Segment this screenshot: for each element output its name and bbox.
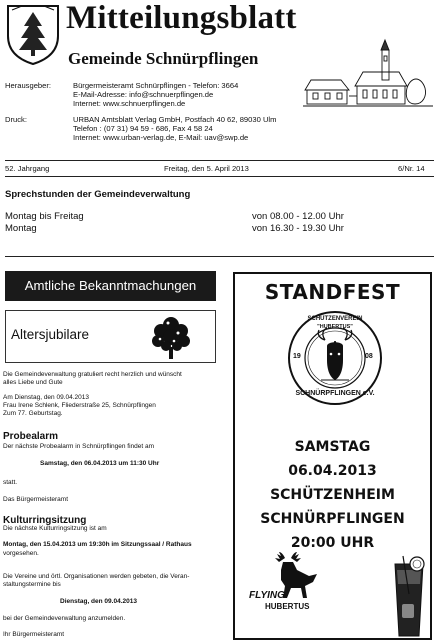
publisher-line: Bürgermeisteramt Schnürpflingen - Telefon: 3664 [73, 81, 239, 90]
kultur-deadline: Dienstag, den 09.04.2013 [60, 598, 137, 605]
printer-label: Druck: [5, 115, 27, 124]
seal-year-right: 08 [365, 353, 373, 360]
coat-of-arms [4, 2, 62, 66]
kultur-text: Die nächste Kulturringsitzung ist am [3, 525, 107, 532]
logo-flying-text: FLYING [249, 590, 285, 601]
church-illustration [303, 36, 433, 110]
probealarm-title: Probealarm [3, 431, 59, 442]
seal-year-left: 19 [293, 353, 301, 360]
standfest-poster [233, 272, 432, 640]
poster-title: STANDFEST [264, 280, 401, 304]
kultur-signature: Ihr Bürgermeisteramt [3, 631, 65, 638]
probealarm-signature: Das Bürgermeisteramt [3, 496, 69, 503]
jubilee-title: Altersjubilare [11, 327, 90, 342]
jubilee-text: Die Gemeindeverwaltung gratuliert recht herzlich und wünscht [3, 371, 182, 378]
poster-line: 20:00 UHR [290, 535, 375, 551]
publisher-label: Herausgeber: [5, 81, 52, 90]
probealarm-text: Der nächste Probealarm in Schnürpflingen findet am [3, 443, 155, 450]
poster-line: SAMSTAG [294, 439, 371, 455]
kultur-text: bei der Gemeindeverwaltung anzumelden. [3, 615, 126, 622]
office-hours-days: Montag [5, 223, 37, 234]
jubilee-text: Frau Irene Schlenk, Fliederstraße 25, Schnürpflingen [3, 402, 156, 409]
club-seal [287, 310, 383, 406]
poster-line: SCHÜTZENHEIM [270, 487, 395, 503]
divider [5, 176, 434, 177]
jubilee-box [5, 310, 216, 363]
jubilee-text: Zum 77. Geburtstag. [3, 410, 63, 417]
logo-hubertus-text: HUBERTUS [265, 602, 310, 611]
publisher-website: Internet: www.schnuerpflingen.de [73, 99, 186, 108]
kultur-text: Die Vereine und örtl. Organisationen werden gebeten, die Veran- [3, 573, 190, 580]
poster-line: 06.04.2013 [288, 463, 377, 479]
masthead-subtitle: Gemeinde Schnürpflingen [68, 49, 259, 68]
kultur-text: vorgesehen. [3, 550, 39, 557]
office-hours-time: von 08.00 - 12.00 Uhr [252, 211, 344, 222]
printer-line: URBAN Amtsblatt Verlag GmbH, Postfach 40 62, 89030 Ulm [73, 115, 277, 124]
kultur-text: staltungstermine bis [3, 581, 61, 588]
masthead-title: Mitteilungsblatt [66, 0, 297, 36]
announcements-banner: Amtliche Bekanntmachungen [5, 271, 216, 301]
poster-line: SCHNÜRPFLINGEN [260, 511, 405, 527]
printer-website: Internet: www.urban-verlag.de, E-Mail: uav@swp.de [73, 133, 249, 142]
divider [5, 160, 434, 161]
kultur-date: Montag, den 15.04.2013 um 19:30h im Sitzungssaal / Rathaus [3, 541, 192, 548]
seal-bottom-text: SCHNÜRPFLINGEN e.V. [295, 390, 375, 397]
publisher-email: E-Mail-Adresse: info@schnuerpflingen.de [73, 90, 214, 99]
cocktail-glass-icon [385, 554, 429, 638]
office-hours-heading: Sprechstunden der Gemeindeverwaltung [5, 189, 191, 200]
printer-phone: Telefon : (07 31) 94 59 - 686, Fax 4 58 24 [73, 124, 213, 133]
divider [5, 256, 434, 257]
issue-volume: 52. Jahrgang [5, 164, 50, 173]
issue-date: Freitag, den 5. April 2013 [164, 164, 249, 173]
kultur-title: Kulturringsitzung [3, 515, 87, 526]
issue-number: 6/Nr. 14 [398, 164, 425, 173]
seal-top-text: SCHÜTZENVEREIN [307, 316, 363, 322]
jubilee-text: alles Liebe und Gute [3, 379, 63, 386]
probealarm-date: Samstag, den 06.04.2013 um 11:30 Uhr [40, 460, 160, 467]
office-hours-days: Montag bis Freitag [5, 211, 84, 222]
tree-icon [148, 313, 194, 361]
seal-subtitle: "HUBERTUS" [317, 324, 353, 330]
jubilee-text: Am Dienstag, den 09.04.2013 [3, 394, 90, 401]
office-hours-time: von 16.30 - 19.30 Uhr [252, 223, 344, 234]
probealarm-text: statt. [3, 479, 18, 486]
